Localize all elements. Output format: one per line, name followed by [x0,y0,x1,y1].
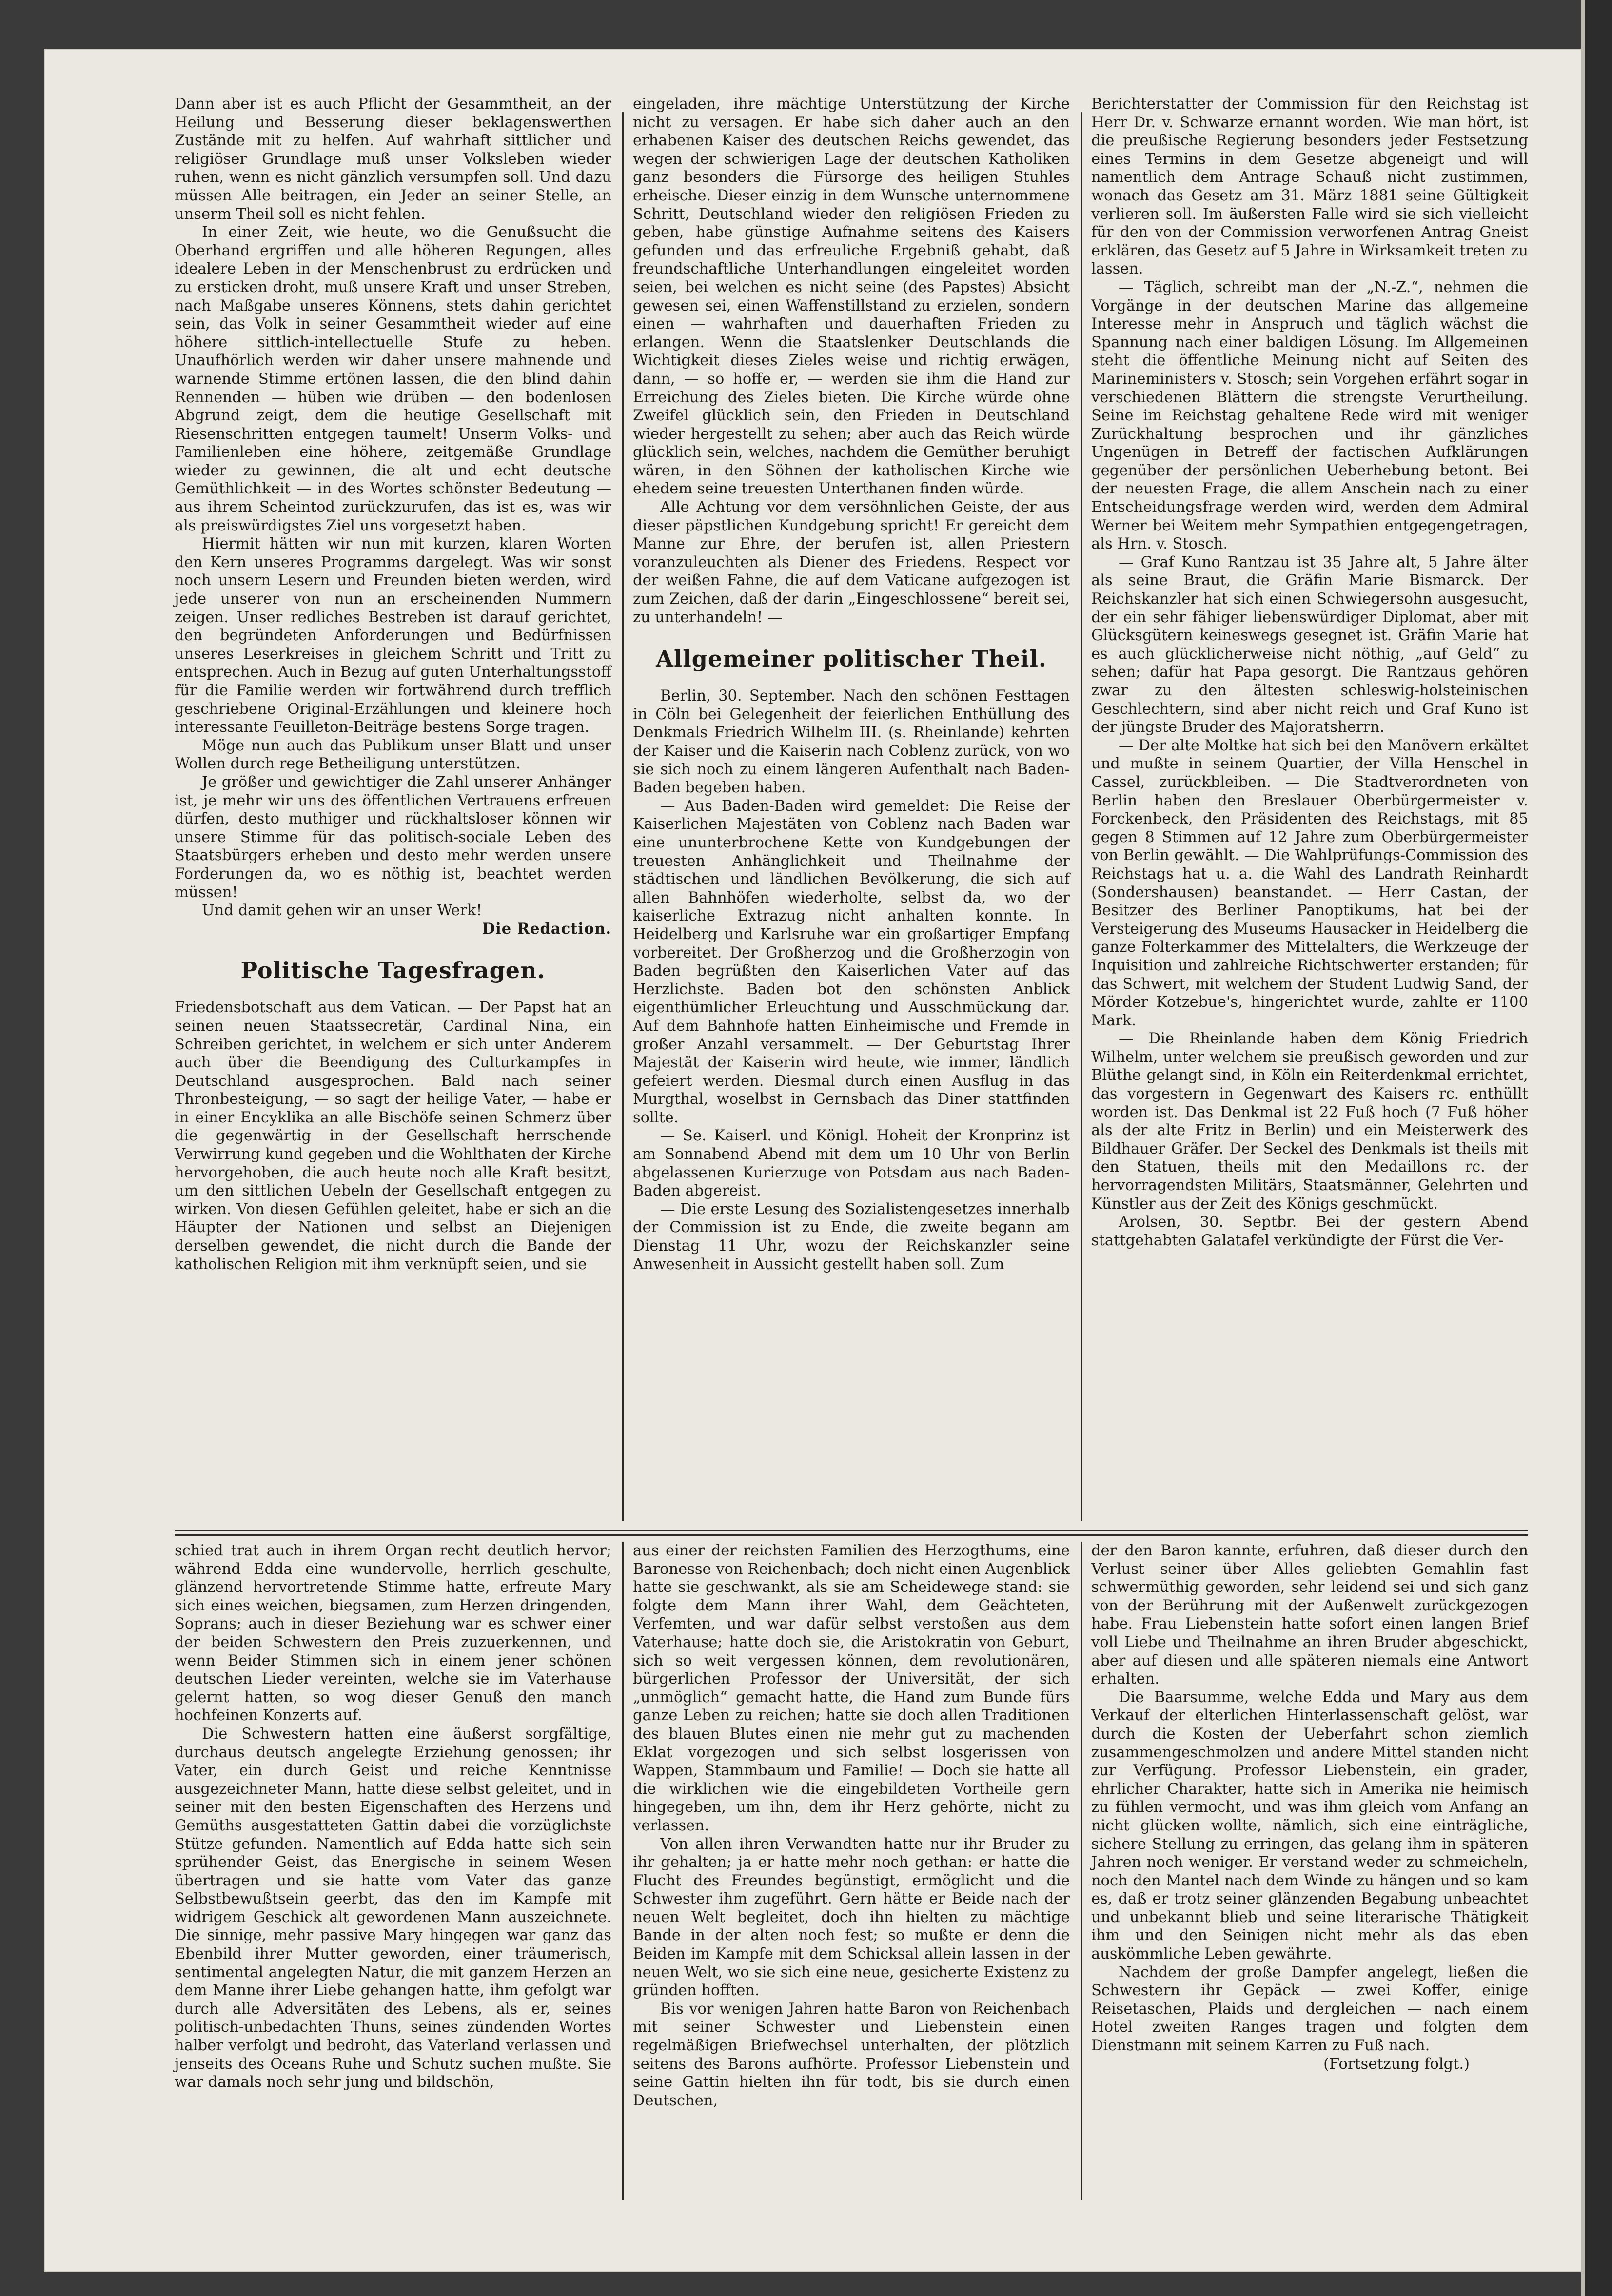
paragraph: — Se. Kaiserl. und Königl. Hoheit der Kronprinz ist am Sonnabend Abend mit dem um 10 Uhr von Berlin abgelassenen Kurierzuge von Potsdam aus nach Baden-Baden abgereist. [633,1127,1070,1200]
paragraph: der den Baron kannte, erfuhren, daß dieser durch den Verlust seiner über Alles geliebten Gemahlin fast schwermüthig geworden, sehr leidend sei und sich ganz von der Berührung mit der Außenwelt zurückgezogen habe. Frau Liebenstein hatte sofort einen langen Brief voll Liebe und Theilnahme an ihren Bruder abgeschickt, aber auf diesen und alle späteren niemals eine Antwort erhalten. [1091,1542,1528,1688]
section-heading-allgemeiner-politischer-theil: Allgemeiner politischer Theil. [656,646,1047,672]
feuilleton-column-1 [175,1542,611,2092]
paragraph: — Aus Baden-Baden wird gemeldet: Die Reise der Kaiserlichen Majestäten von Coblenz nach Baden war eine ununterbrochene Kette von Kundgebungen der treuesten Anhänglichkeit und Theilnahme der städtischen und ländlichen Bevölkerung, die sich auf allen Bahnhöfen wiederholte, selbst da, wo der kaiserliche Extrazug nicht anhalten konnte. In Heidelberg und Karlsruhe war ein großartiger Empfang vorbereitet. Der Großherzog und die Großherzogin von Baden begrüßten den Kaiserlichen Vater auf das Herzlichste. Baden bot den schönsten Anblick eigenthümlicher Erleuchtung und Ausschmückung dar. Auf dem Bahnhofe hatten Einheimische und Fremde in großer Anzahl versammelt. — Der Geburtstag Ihrer Majestät der Kaiserin wird heute, wie immer, ländlich gefeiert werden. Diesmal durch einen Ausflug in das Murgthal, woselbst in Gernsbach das Diner stattfinden sollte. [633,797,1070,1126]
paragraph: aus einer der reichsten Familien des Herzogthums, eine Baronesse von Reichenbach; doch nicht einen Augenblick hatte sie geschwankt, als sie am Scheidewege stand: sie folgte dem Mann ihrer Wahl, dem Geächteten, Verfemten, und war dafür selbst verstoßen aus dem Vaterhause; hatte doch sie, die Aristokratin von Geburt, sich so weit vergessen können, dem revolutionären, bürgerlichen Professor der Universität, der sich „unmöglich“ gemacht hatte, die Hand zum Bunde fürs ganze Leben zu reichen; hatte sie doch allen Traditionen des blauen Blutes einen nie mehr gut zu machenden Eklat vorgezogen und sich selbst losgerissen von Wappen, Stammbaum und Familie! — Doch sie hatte all die wirklichen wie die eingebildeten Vortheile gern hingegeben, um ihn, dem ihr Herz gehörte, nicht zu verlassen. [633,1542,1070,1834]
paragraph: Je größer und gewichtiger die Zahl unserer Anhänger ist, je mehr wir uns des öffentlichen Vertrauens erfreuen dürfen, desto muthiger und rückhaltsloser können wir unsere Stimme für das politisch-sociale Leben des Staatsbürgers erheben und desto mehr werden unsere Forderungen da, wo es nöthig ist, beachtet werden müssen! [175,773,611,901]
paragraph: Arolsen, 30. Septbr. Bei der gestern Abend stattgehabten Galatafel verkündigte der Fürst die Ver- [1091,1214,1528,1249]
paragraph: eingeladen, ihre mächtige Unterstützung der Kirche nicht zu versagen. Er habe sich daher auch an den erhabenen Kaiser des deutschen Reichs gewendet, das wegen der schwierigen Lage der deutschen Katholiken ganz besonders die Fürsorge des heiligen Stuhles erheische. Dieser einzig in dem Wunsche unternommene Schritt, Deutschland wieder den religiösen Frieden zu geben, habe günstige Aufnahme seitens des Kaisers gefunden und das erfreuliche Ergebniß gehabt, daß freundschaftliche Unterhandlungen eingeleitet worden seien, bei welchen es nicht seine (des Papstes) Absicht gewesen sei, einen Waffenstillstand zu erzielen, sondern einen — wahrhaften und dauerhaften Frieden zu erlangen. Wenn die Staatslenker Deutschlands die Wichtigkeit dieses Zieles weise und richtig erwägen, dann, — so hoffe er, — werden sie ihm die Hand zur Erreichung des Zieles bieten. Die Kirche würde ohne Zweifel glücklich sein, den Frieden in Deutschland wieder hergestellt zu sehen; aber auch das Reich würde glücklich sein, welches, nachdem die Gemüther beruhigt wären, in den Söhnen der katholischen Kirche wie ehedem seine treuesten Unterthanen finden würde. [633,96,1070,498]
feuilleton-column-3 [1091,1542,1528,2073]
paragraph: — Die erste Lesung des Sozialistengesetzes innerhalb der Commission ist zu Ende, die zweite begann am Dienstag 11 Uhr, wozu der Reichskanzler seine Anwesenheit in Aussicht gestellt haben soll. Zum [633,1200,1070,1273]
paragraph: In einer Zeit, wie heute, wo die Genußsucht die Oberhand ergriffen und alle höheren Regungen, alles idealere Leben in der Menschenbrust zu erdrücken und zu ersticken droht, muß unsere Kraft und unser Streben, nach Maßgabe unseres Könnens, stets dahin gerichtet sein, das Volk in seiner Gesammtheit wieder auf eine höhere sittlich-intellectuelle Stufe zu heben. Unaufhörlich werden wir daher unsere mahnende und warnende Stimme ertönen lassen, die den blind dahin Rennenden — hüben wie drüben — den bodenlosen Abgrund zeigt, dem die heutige Gesellschaft mit Riesenschritten entgegen taumelt! Unserm Volks- und Familienleben eine höhere, zeitgemäße Grundlage wieder zu gewinnen, die alt und echt deutsche Gemüthlichkeit — in des Wortes schönster Bedeutung — aus ihrem Scheintod zurückzurufen, das ist es, was wir als preiswürdigstes Ziel uns vorgesetzt haben. [175,224,611,534]
page-edge [1581,0,1585,2296]
paragraph: — Graf Kuno Rantzau ist 35 Jahre alt, 5 Jahre älter als seine Braut, die Gräfin Marie Bismarck. Der Reichskanzler hat sich einen Schwiegersohn ausgesucht, der ein sehr fähiger liebenswürdiger Diplomat, aber mit Glücksgütern keineswegs gesegnet ist. Gräfin Marie hat es auch glücklicherweise nicht nöthig, „auf Geld“ zu sehen; dafür hat Papa gesorgt. Die Rantzaus gehören zwar zu den ältesten schleswig-holsteinischen Geschlechtern, sind aber nicht reich und Graf Kuno ist der jüngste Bruder des Majoratsherrn. [1091,553,1528,736]
newspaper-page [44,49,1585,2272]
scan-background-edge [1585,0,1612,2296]
continuation-note: (Fortsetzung folgt.) [1323,2055,1470,2073]
paragraph: Alle Achtung vor dem versöhnlichen Geiste, der aus dieser päpstlichen Kundgebung spricht! Er gereicht dem Manne zur Ehre, der berufen ist, allen Priestern voranzuleuchten als Diener des Friedens. Respect vor der weißen Fahne, die auf dem Vaticane aufgezogen ist zum Zeichen, daß der darin „Eingeschlossene“ bereit sei, zu unterhandeln! — [633,499,1070,626]
section-heading-politische-tagesfragen: Politische Tagesfragen. [240,957,546,984]
paragraph: — Täglich, schreibt man der „N.-Z.“, nehmen die Vorgänge in der deutschen Marine das allgemeine Interesse mehr in Anspruch und täglich wächst die Spannung nach einer baldigen Lösung. Im Allgemeinen steht die öffentliche Meinung nicht auf Seiten des Marineministers v. Stosch; sein Vorgehen erfährt sogar in verschiedenen Blättern die strengste Verurtheilung. Seine im Reichstag gehaltene Rede wird mit weniger Zurückhaltung besprochen und ihr gänzliches Ungenügen in Betreff der factischen Aufklärungen gegenüber der persönlichen Ueberhebung betont. Bei der neuesten Frage, die allem Anschein nach zu einer Entscheidungsfrage werden wird, werden dem Admiral Werner bei Weitem mehr Sympathien entgegengetragen, als Hrn. v. Stosch. [1091,278,1528,553]
feuilleton-divider [175,1530,1528,1536]
paragraph: Berlin, 30. September. Nach den schönen Festtagen in Cöln bei Gelegenheit der feierlichen Enthüllung des Denkmals Friedrich Wilhelm III. (s. Rheinlande) kehrten der Kaiser und die Kaiserin nach Coblenz zurück, von wo sie sich noch zu einem längeren Aufenthalt nach Baden-Baden begeben haben. [633,687,1070,797]
paragraph: — Die Rheinlande haben dem König Friedrich Wilhelm, unter welchem sie preußisch geworden und zur Blüthe gelangt sind, in Köln ein Reiterdenkmal errichtet, das vorgestern in Gegenwart des Kaisers rc. enthüllt worden ist. Das Denkmal ist 22 Fuß hoch (7 Fuß höher als der alte Fritz in Berlin) und ein Meisterwerk des Bildhauer Gräfer. Der Seckel des Denkmals ist theils mit den Statuen, theils mit den Medaillons rc. der hervorragendsten Militärs, Staatsmänner, Gelehrten und Künstler aus der Zeit des Königs geschmückt. [1091,1030,1528,1213]
paragraph: Hiermit hätten wir nun mit kurzen, klaren Worten den Kern unseres Programms dargelegt. Was wir sonst noch unsern Lesern und Freunden bieten werden, wird jede unserer von nun an erscheinenden Nummern zeigen. Unser redliches Bestreben ist darauf gerichtet, den begründeten Anforderungen und Bedürfnissen unseres Leserkreises in gleichem Schritt und Tritt zu entsprechen. Auch in Bezug auf guten Unterhaltungsstoff für die Familie werden wir fortwährend durch trefflich geschriebene Original-Erzählungen und kleinere hoch interessante Feuilleton-Beiträge bestens Sorge tragen. [175,535,611,736]
editorial-paragraphs [175,95,611,920]
paragraph: schied trat auch in ihrem Organ recht deutlich hervor; während Edda eine wundervolle, herrlich geschulte, glänzend hervortretende Stimme hatte, erfreute Mary sich eines weichen, biegsamen, zum Herzen dringenden, Soprans; auch in dieser Beziehung war es schwer einer der beiden Schwestern den Preis zuzuerkennen, und wenn Beider Stimmen sich in einem jener schönen deutschen Lieder vereinten, welche sie im Vaterhause gelernt hatten, so wog dieser Genuß den manch hochfeinen Konzerts auf. [175,1542,611,1725]
top-column-1 [175,95,611,1274]
paragraph: Nachdem der große Dampfer angelegt, ließen die Schwestern ihr Gepäck — zwei Koffer, einige Reisetaschen, Plaids und dergleichen — nach einem Hotel zweiten Ranges tragen und folgten dem Dienstmann mit seinem Karren zu Fuß nach. [1091,1963,1528,2055]
paragraph: Möge nun auch das Publikum unser Blatt und unser Wollen durch rege Betheiligung unterstützen. [175,737,611,773]
paragraph: Und damit gehen wir an unser Werk! [202,902,482,920]
paragraph: Dann aber ist es auch Pflicht der Gesammtheit, an der Heilung und Besserung dieser beklagenswerthen Zustände mit zu helfen. Auf wahrhaft sittlicher und religiöser Grundlage muß unser Volksleben wieder ruhen, wenn es nicht gänzlich versumpfen soll. Und dazu müssen Alle beitragen, ein Jeder an seiner Stelle, an unserm Theil soll es nicht fehlen. [175,96,611,223]
paragraph: Die Baarsumme, welche Edda und Mary aus dem Verkauf der elterlichen Hinterlassenschaft gelöst, war durch die Kosten der Ueberfahrt schon ziemlich zusammengeschmolzen und andere Mittel standen nicht zur Verfügung. Professor Liebenstein, ein grader, ehrlicher Charakter, hatte sich in Amerika nie heimisch zu fühlen vermocht, und was ihm gleich vom Anfang an nicht glücken wollte, nämlich, sich eine einträgliche, sichere Stellung zu erringen, das gelang ihm in späteren Jahren noch weniger. Er verstand weder zu schmeicheln, noch den Mantel nach dem Winde zu hängen und so kam es, daß er trotz seiner glänzenden Begabung unbeachtet und unbekannt blieb und seine literarische Thätigkeit ihm und den Seinigen nicht mehr als das eben auskömmliche Leben gewährte. [1091,1688,1528,1963]
column-rule [1081,112,1082,1521]
paragraph: Berichterstatter der Commission für den Reichstag ist Herr Dr. v. Schwarze ernannt worden. Wie man hört, ist die preußische Regierung besonders jeder Festsetzung eines Termins in dem Gesetze abgeneigt und will namentlich dem Antrage Schauß nicht zustimmen, wonach das Gesetz am 31. März 1881 seine Gültigkeit verlieren soll. Im äußersten Falle wird sie sich vielleicht für den von der Commission verworfenen Antrag Gneist erklären, das Gesetz auf 5 Jahre in Wirksamkeit treten zu lassen. [1091,96,1528,278]
paragraph: Friedensbotschaft aus dem Vatican. — Der Papst hat an seinen neuen Staatssecretär, Cardinal Nina, ein Schreiben gerichtet, in welchem er sich unter Anderem auch über die Beendigung des Culturkampfes in Deutschland ausgesprochen. Bald nach seiner Thronbesteigung, — so sagt der heilige Vater, — habe er in einer Encyklika an alle Bischöfe seinen Schmerz über die gegenwärtig in der Gesellschaft herrschende Verwirrung kund gegeben und die Wohlthaten der Kirche hervorgehoben, die auch heute noch alle Kraft besitzt, um den sittlichen Uebeln der Gesellschaft entgegen zu wirken. Von diesen Gefühlen geleitet, habe er sich an die Häupter der Nationen und selbst an Diejenigen derselben gewendet, die nicht durch die Bande der katholischen Religion mit ihm verknüpft seien, und sie [175,999,611,1273]
feuilleton-column-2 [633,1542,1070,2110]
paragraph: Von allen ihren Verwandten hatte nur ihr Bruder zu ihr gehalten; ja er hatte mehr noch gethan: er hatte die Flucht des Freundes begünstigt, ermöglicht und die Schwester ihm zugeführt. Gern hätte er Beide nach der neuen Welt begleitet, doch ihn hielten zu mächtige Bande in der alten noch fest; so mußte er denn die Beiden im Kampfe mit dem Schicksal allein lassen in der neuen Welt, wo sie sich eine neue, gesicherte Existenz zu gründen hofften. [633,1835,1070,2000]
paragraph: — Der alte Moltke hat sich bei den Manövern erkältet und mußte in seinem Quartier, der Villa Henschel in Cassel, zurückbleiben. — Die Stadtverordneten von Berlin haben den Breslauer Oberbürgermeister v. Forckenbeck, den Präsidenten des Reichstags, mit 85 gegen 8 Stimmen auf 12 Jahre zum Oberbürgermeister von Berlin gewählt. — Die Wahlprüfungs-Commission des Reichstags hat u. a. die Wahl des Landrath Reinhardt (Sondershausen) beanstandet. — Herr Castan, der Besitzer des Berliner Panoptikums, hat bei der Versteigerung des Museums Hausacker in Heidelberg die ganze Folterkammer des Mittelalters, die Werkzeuge der Inquisition und zahlreiche Richtschwerter erstanden; für das Schwert, mit welchem der Student Ludwig Sand, der Mörder Kotzebue's, hingerichtet wurde, zahlte er 1100 Mark. [1091,737,1528,1029]
paragraph: Bis vor wenigen Jahren hatte Baron von Reichenbach mit seiner Schwester und Liebenstein einen regelmäßigen Briefwechsel unterhalten, der plötzlich seitens des Barons aufhörte. Professor Liebenstein und seine Gattin hielten ihn für todt, bis sie durch einen Deutschen, [633,2000,1070,2109]
editorial-signature: Die Redaction. [482,920,611,938]
column-rule [1081,1542,1082,2200]
column-rule [622,112,624,1521]
top-column-3 [1091,95,1528,1250]
column-rule [622,1542,624,2200]
top-column-2 [633,95,1070,1274]
paragraph: Die Schwestern hatten eine äußerst sorgfältige, durchaus deutsch angelegte Erziehung genossen; ihr Vater, ein durch Geist und reiche Kenntnisse ausgezeichneter Mann, hatte diese selbst geleitet, und in seiner mit den besten Eigenschaften des Herzens und Gemüths ausgestatteten Gattin dabei die vorzüglichste Stütze gefunden. Namentlich auf Edda hatte sich sein sprühender Geist, das Energische in seinem Wesen übertragen und sie hatte vom Vater das ganze Selbstbewußtsein geerbt, das den im Kampfe mit widrigem Geschick alt gewordenen Mann auszeichnete. Die sinnige, mehr passive Mary hingegen war ganz das Ebenbild ihrer Mutter geworden, einer träumerisch, sentimental angelegten Natur, die mit ganzem Herzen an dem Manne ihrer Liebe gehangen hatte, ihm gefolgt war durch alle Adversitäten des Lebens, als er, seines politisch-unbedachten Thuns, seines zündenden Wortes halber verfolgt und bedroht, das Vaterland verlassen und jenseits des Oceans Ruhe und Schutz suchen mußte. Sie war damals noch sehr jung und bildschön, [175,1725,611,2091]
